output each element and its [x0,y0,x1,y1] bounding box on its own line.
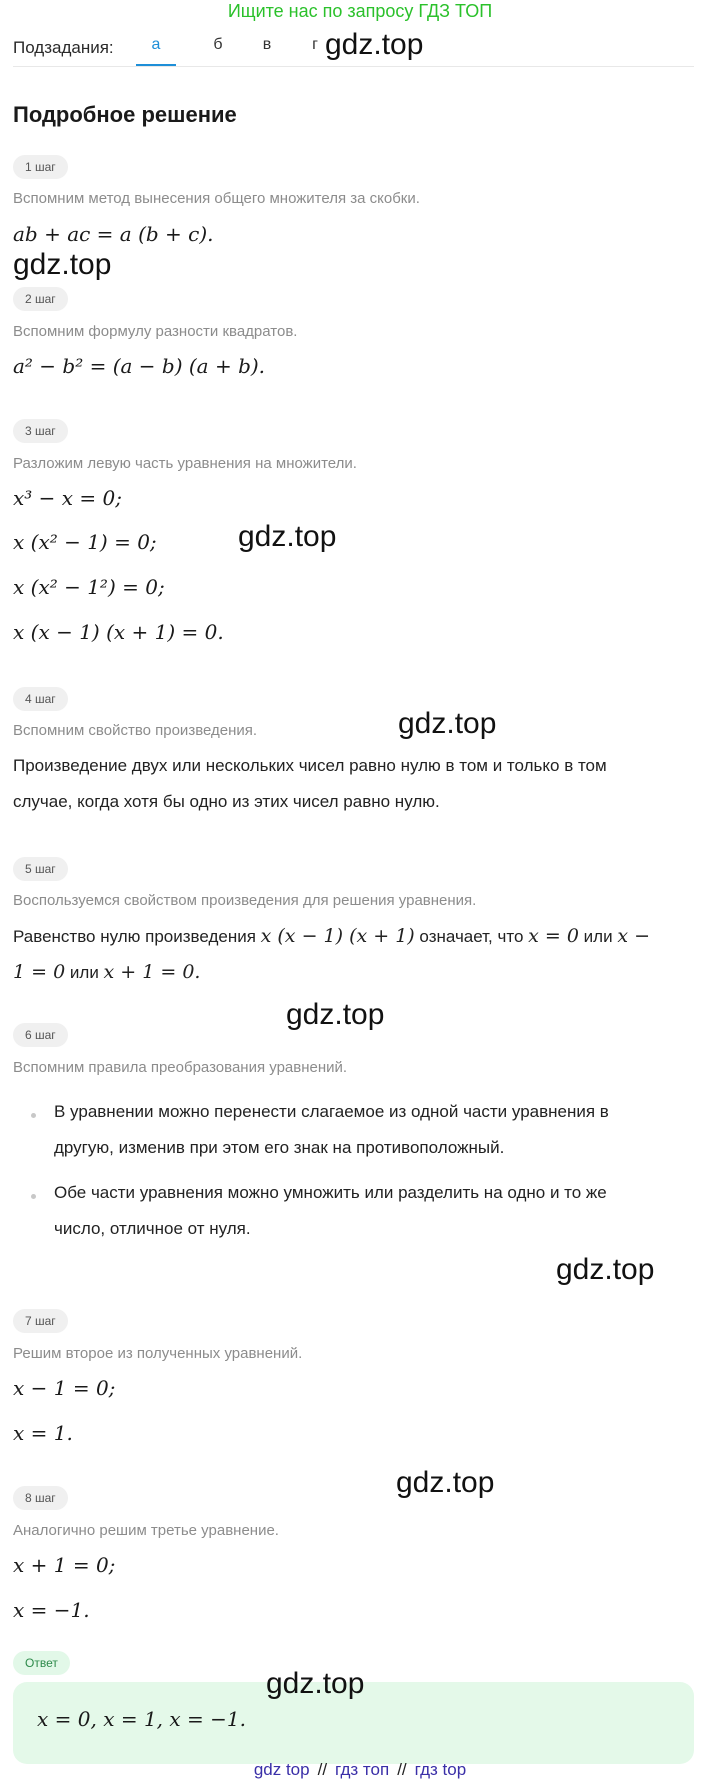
bullet-dot [31,1194,36,1199]
step-4-note: Вспомним свойство произведения. [13,722,258,739]
step-1-formula: ab + ac = a (b + c). [13,222,214,246]
tab-v[interactable]: в [262,36,272,53]
step-4-chip: 4 шаг [13,687,68,711]
step-6-chip: 6 шаг [13,1023,68,1047]
step-7-line-1: x − 1 = 0; [13,1376,116,1400]
footer-separator: // [317,1760,328,1779]
watermark: gdz.top [13,248,112,281]
watermark: gdz.top [286,998,385,1031]
step-2-chip: 2 шаг [13,287,68,311]
step-6-rule-1b: другую, изменив при этом его знак на противоположный. [54,1138,505,1157]
step-3-note: Разложим левую часть уравнения на множители. [13,455,357,472]
step-1-note: Вспомним метод вынесения общего множителя за скобки. [13,190,420,207]
footer-link-gdz-top-mixed[interactable]: гдз top [414,1760,467,1779]
step-1-chip: 1 шаг [13,155,68,179]
step-5-chip: 5 шаг [13,857,68,881]
tab-a[interactable]: а [136,36,176,66]
step-5-text-2: 1 = 0 или x + 1 = 0. [13,961,201,983]
step-8-line-2: x = −1. [13,1598,90,1622]
watermark: gdz.top [238,520,337,553]
step-6-rule-2b: число, отличное от нуля. [54,1219,251,1238]
step-3-chip: 3 шаг [13,419,68,443]
step-7-line-2: x = 1. [13,1421,73,1445]
step-6-rule-1a: В уравнении можно перенести слагаемое из одной части уравнения в [54,1102,609,1121]
step-2-formula: a² − b² = (a − b) (a + b). [13,354,266,378]
watermark: gdz.top [325,28,424,61]
step-7-note: Решим второе из полученных уравнений. [13,1345,303,1362]
step-3-line-2: x (x² − 1) = 0; [13,530,157,554]
tab-g[interactable]: г [312,36,318,53]
footer-link-gdz-top[interactable]: gdz top [253,1760,310,1779]
footer-link-gdz-top-ru[interactable]: гдз топ [335,1760,390,1779]
step-5-note: Воспользуемся свойством произведения для решения уравнения. [13,892,477,909]
footer-links [0,1760,720,1780]
step-6-note: Вспомним правила преобразования уравнений. [13,1059,348,1076]
watermark: gdz.top [398,707,497,740]
step-3-line-3: x (x² − 1²) = 0; [13,575,165,599]
step-4-text-1: Произведение двух или нескольких чисел равно нулю в том и только в том [13,756,607,775]
answer-chip: Ответ [13,1651,70,1675]
page-title: Подробное решение [13,102,237,127]
step-2-note: Вспомним формулу разности квадратов. [13,323,298,340]
footer-separator: // [397,1760,407,1779]
step-4-text-2: случае, когда хотя бы одно из этих чисел равно нулю. [13,792,440,811]
bullet-dot [31,1113,36,1118]
watermark: gdz.top [266,1667,365,1700]
watermark: gdz.top [556,1253,655,1286]
subtasks-label: Подзадания: [13,38,114,57]
step-7-chip: 7 шаг [13,1309,68,1333]
step-3-line-1: x³ − x = 0; [13,486,122,510]
step-8-note: Аналогично решим третье уравнение. [13,1522,279,1539]
step-6-rule-2a: Обе части уравнения можно умножить или разделить на одно и то же [54,1183,607,1202]
step-5-text-1: Равенство нулю произведения x (x − 1) (x + 1) означает, что x = 0 или x − [13,925,650,947]
tab-b[interactable]: б [213,36,223,53]
step-3-line-4: x (x − 1) (x + 1) = 0. [13,620,224,644]
watermark: gdz.top [396,1466,495,1499]
search-banner: Ищите нас по запросу ГДЗ ТОП [227,1,493,21]
step-8-chip: 8 шаг [13,1486,68,1510]
answer-value: x = 0, x = 1, x = −1. [37,1707,246,1731]
step-8-line-1: x + 1 = 0; [13,1553,116,1577]
